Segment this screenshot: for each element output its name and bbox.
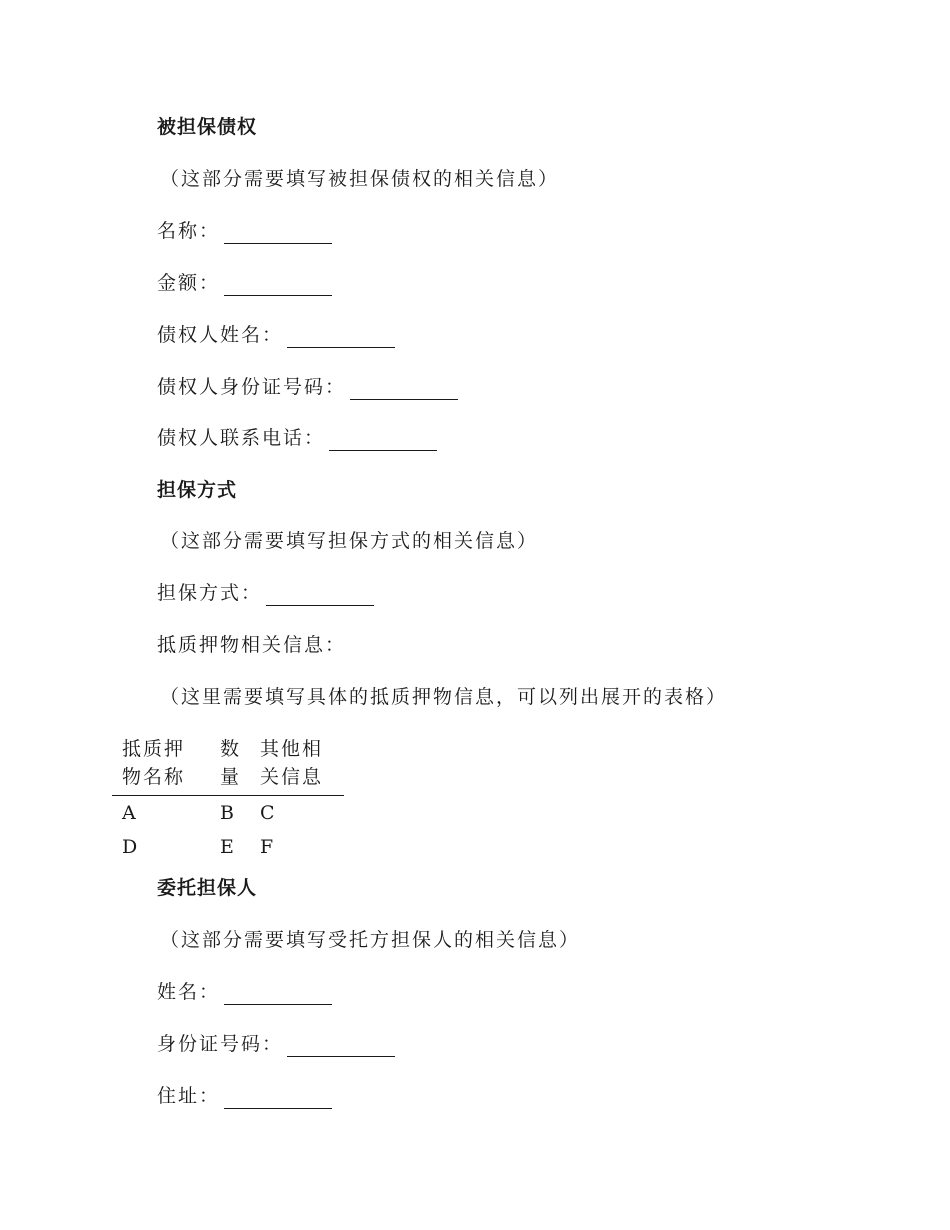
- field-claim-name: [157, 218, 332, 244]
- section-note-entrusted-guarantor: （这部分需要填写受托方担保人的相关信息）: [160, 929, 581, 951]
- field-creditor-id: [157, 374, 458, 400]
- table-header-row: [112, 735, 344, 796]
- section-title-secured-claim: 被担保债权: [157, 116, 258, 138]
- field-guarantor-name: [157, 979, 332, 1005]
- field-label: 姓名：: [157, 981, 221, 1003]
- table-cell: B: [220, 802, 236, 824]
- field-label: 债权人联系电话：: [157, 427, 326, 449]
- guarantee-method-blank[interactable]: [266, 585, 374, 606]
- field-guarantee-method: [157, 580, 374, 606]
- section-note-secured-claim: （这部分需要填写被担保债权的相关信息）: [160, 168, 560, 190]
- field-guarantor-address: [157, 1083, 332, 1109]
- table-row: [112, 830, 344, 864]
- guarantor-address-blank[interactable]: [224, 1088, 332, 1109]
- table-cell: E: [220, 836, 236, 858]
- collateral-table: [112, 735, 344, 864]
- field-label: 债权人姓名：: [157, 324, 284, 346]
- creditor-name-blank[interactable]: [287, 327, 395, 348]
- field-creditor-name: [157, 322, 395, 348]
- field-guarantor-id: [157, 1031, 395, 1057]
- table-row: [112, 796, 344, 831]
- field-claim-amount: [157, 270, 332, 296]
- table-cell: A: [122, 802, 138, 824]
- guarantor-id-blank[interactable]: [287, 1036, 395, 1057]
- claim-name-blank[interactable]: [224, 223, 332, 244]
- section-title-entrusted-guarantor: 委托担保人: [157, 877, 258, 899]
- column-header: 抵质押物名称: [112, 735, 220, 796]
- guarantor-name-blank[interactable]: [224, 984, 332, 1005]
- field-label: 住址：: [157, 1085, 221, 1107]
- section-title-guarantee-method: 担保方式: [157, 479, 238, 501]
- table-cell: D: [122, 836, 140, 858]
- column-header: 数量: [220, 735, 260, 796]
- field-label: 债权人身份证号码：: [157, 376, 347, 398]
- collateral-info-note: （这里需要填写具体的抵质押物信息，可以列出展开的表格）: [160, 686, 728, 708]
- creditor-phone-blank[interactable]: [329, 430, 437, 451]
- collateral-info-label: 抵质押物相关信息：: [157, 634, 347, 656]
- field-creditor-phone: [157, 425, 437, 451]
- table-cell: C: [260, 802, 277, 824]
- table-cell: F: [260, 836, 276, 858]
- column-header: 其他相关信息: [260, 735, 344, 796]
- field-label: 身份证号码：: [157, 1033, 284, 1055]
- section-note-guarantee-method: （这部分需要填写担保方式的相关信息）: [160, 530, 539, 552]
- field-label: 担保方式：: [157, 582, 263, 604]
- field-label: 金额：: [157, 272, 221, 294]
- claim-amount-blank[interactable]: [224, 275, 332, 296]
- creditor-id-blank[interactable]: [350, 379, 458, 400]
- field-label: 名称：: [157, 220, 221, 242]
